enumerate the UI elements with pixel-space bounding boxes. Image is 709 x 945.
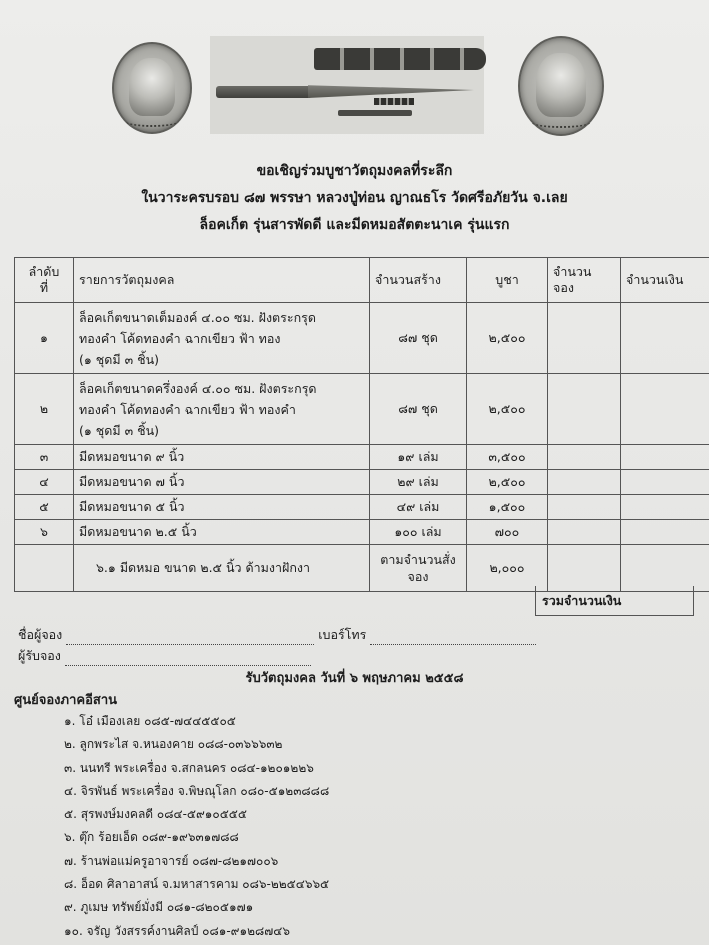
column-header-reserve: จำนวน จอง [548, 258, 621, 303]
column-header-qty: จำนวนสร้าง [370, 258, 467, 303]
row-reserve-cell[interactable] [548, 495, 621, 520]
list-item: ๑. โอ๋ เมืองเลย ๐๘๕-๗๔๔๕๕๐๕ [64, 714, 236, 728]
knife-sheath-image [314, 48, 486, 70]
items-table [14, 257, 709, 592]
occasion-title: ในวาระครบรอบ ๘๗ พรรษา หลวงปู่ท่อน ญาณธโร วัดศรีอภัยวัน จ.เลย [141, 190, 568, 206]
row-qty: ตามจำนวนสั่ง จอง [370, 545, 467, 592]
row-number: ๕ [15, 495, 74, 520]
reservation-center-title: ศูนย์จองภาคอีสาน [14, 693, 118, 708]
row-reserve-cell[interactable] [548, 520, 621, 545]
table-row [15, 545, 709, 592]
row-item: มีดหมอขนาด ๙ นิ้ว [74, 445, 370, 470]
medallion-rim [531, 116, 590, 128]
row-amount-cell[interactable] [621, 495, 709, 520]
total-amount-label: รวมจำนวนเงิน [542, 593, 622, 608]
row-reserve-cell[interactable] [548, 445, 621, 470]
monk-figure-image [129, 58, 175, 116]
column-header-item: รายการวัตถุมงคล [74, 258, 370, 303]
reserver-name-field[interactable] [66, 632, 314, 645]
list-item: ๘. อ็อด ศิลาอาสน์ จ.มหาสารคาม ๐๘๖-๒๒๕๔๖๖๕ [64, 877, 330, 892]
list-item: ๒. ลูกพระไส จ.หนองคาย ๐๘๘-๐๓๖๖๖๓๒ [64, 737, 283, 752]
row-number [15, 545, 74, 592]
row-qty: ๘๗ ชุด [370, 374, 467, 445]
table-row [15, 495, 709, 520]
monk-medallion-left-image [112, 42, 192, 134]
list-item: ๗. ร้านพ่อแม่ครูอาจารย์ ๐๘๗-๘๒๑๗๐๐๖ [64, 853, 279, 868]
row-price: ๒,๐๐๐ [467, 545, 548, 592]
total-amount-box[interactable] [535, 586, 694, 616]
row-price: ๒,๕๐๐ [467, 470, 548, 495]
row-qty: ๘๗ ชุด [370, 303, 467, 374]
table-row [15, 303, 709, 374]
monk-portrait-medallion-right-image [518, 36, 604, 136]
monk-portrait-image [536, 53, 585, 116]
list-item: ๖. ตุ๊ก ร้อยเอ็ด ๐๘๙-๑๙๖๓๑๗๘๘ [64, 830, 239, 845]
table-row [15, 470, 709, 495]
list-item: ๓. นนทรี พระเครื่อง จ.สกลนคร ๐๘๔-๑๒๐๑๒๒๖ [64, 760, 314, 775]
row-reserve-cell[interactable] [548, 303, 621, 374]
row-item: ๖.๑ มีดหมอ ขนาด ๒.๕ นิ้ว ด้ามงาฝักงา [74, 545, 370, 592]
table-header-row [15, 258, 709, 303]
column-header-no: ลำดับ ที่ [15, 258, 74, 303]
row-price: ๗๐๐ [467, 520, 548, 545]
small-knife-image [374, 98, 414, 105]
row-item: ล็อคเก็ตขนาดเต็มองค์ ๔.๐๐ ซม. ฝังตระกรุด ทองคำ โค้ดทองคำ ฉากเขียว ฟ้า ทอง (๑ ชุดมี ๓ ชิ้น) [74, 303, 370, 374]
receiver-label: ผู้รับจอง [18, 648, 61, 663]
list-item: ๙. ภูเมษ ทรัพย์มั่งมี ๐๘๑-๘๒๐๕๑๗๑ [64, 900, 254, 915]
row-amount-cell[interactable] [621, 545, 709, 592]
column-header-amount: จำนวนเงิน [621, 258, 709, 303]
row-number: ๔ [15, 470, 74, 495]
row-amount-cell[interactable] [621, 470, 709, 495]
row-amount-cell[interactable] [621, 445, 709, 470]
receive-date-heading: รับวัตถุมงคล วันที่ ๖ พฤษภาคม ๒๕๕๘ [245, 671, 464, 686]
row-qty: ๑๙ เล่ม [370, 445, 467, 470]
receiver-name-field[interactable] [65, 653, 311, 666]
knife-blade-image [308, 82, 474, 98]
list-item: ๕. สุรพงษ์มงคลดี ๐๘๔-๕๙๑๐๕๕๕ [64, 807, 247, 822]
row-qty: ๔๙ เล่ม [370, 495, 467, 520]
row-amount-cell[interactable] [621, 374, 709, 445]
phone-field[interactable] [370, 632, 536, 645]
row-number: ๑ [15, 303, 74, 374]
row-item: ล็อคเก็ตขนาดครึ่งองค์ ๔.๐๐ ซม. ฝังตระกรุด ทองคำ โค้ดทองคำ ฉากเขียว ฟ้า ทองคำ (๑ ชุดมี ๓ ชิ้น) [74, 374, 370, 445]
row-amount-cell[interactable] [621, 520, 709, 545]
small-knife-image [338, 110, 412, 116]
row-reserve-cell[interactable] [548, 545, 621, 592]
invitation-title: ขอเชิญร่วมบูชาวัตถุมงคลที่ระลึก [256, 163, 453, 179]
row-price: ๑,๕๐๐ [467, 495, 548, 520]
amulet-knife-photo [210, 36, 484, 134]
list-item: ๔. จิรพันธ์ พระเครื่อง จ.พิษณุโลก ๐๘๐-๕๑๒๓๘๘๘ [64, 783, 330, 798]
list-item: ๑๐. จรัญ วังสรรค์งานศิลป์ ๐๘๑-๙๑๒๘๗๔๖ [64, 923, 290, 938]
receiver-row [18, 646, 311, 666]
row-reserve-cell[interactable] [548, 374, 621, 445]
row-item: มีดหมอขนาด ๗ นิ้ว [74, 470, 370, 495]
knife-handle-image [216, 86, 312, 98]
contact-list [64, 710, 329, 943]
reserver-label: ชื่อผู้จอง [18, 627, 63, 642]
row-qty: ๑๐๐ เล่ม [370, 520, 467, 545]
row-number: ๖ [15, 520, 74, 545]
row-price: ๒,๕๐๐ [467, 303, 548, 374]
medallion-rim [125, 115, 180, 127]
phone-label: เบอร์โทร [318, 627, 367, 642]
row-number: ๓ [15, 445, 74, 470]
table-row [15, 520, 709, 545]
table-row [15, 445, 709, 470]
series-title: ล็อคเก็ต รุ่นสารพัดดี และมีดหมอสัตตะนาเค รุ่นแรก [199, 217, 510, 233]
reserver-row [18, 625, 536, 645]
row-amount-cell[interactable] [621, 303, 709, 374]
row-item: มีดหมอขนาด ๒.๕ นิ้ว [74, 520, 370, 545]
column-header-price: บูชา [467, 258, 548, 303]
row-qty: ๒๙ เล่ม [370, 470, 467, 495]
table-row [15, 374, 709, 445]
row-reserve-cell[interactable] [548, 470, 621, 495]
row-number: ๒ [15, 374, 74, 445]
row-item: มีดหมอขนาด ๕ นิ้ว [74, 495, 370, 520]
row-price: ๓,๕๐๐ [467, 445, 548, 470]
row-price: ๒,๕๐๐ [467, 374, 548, 445]
